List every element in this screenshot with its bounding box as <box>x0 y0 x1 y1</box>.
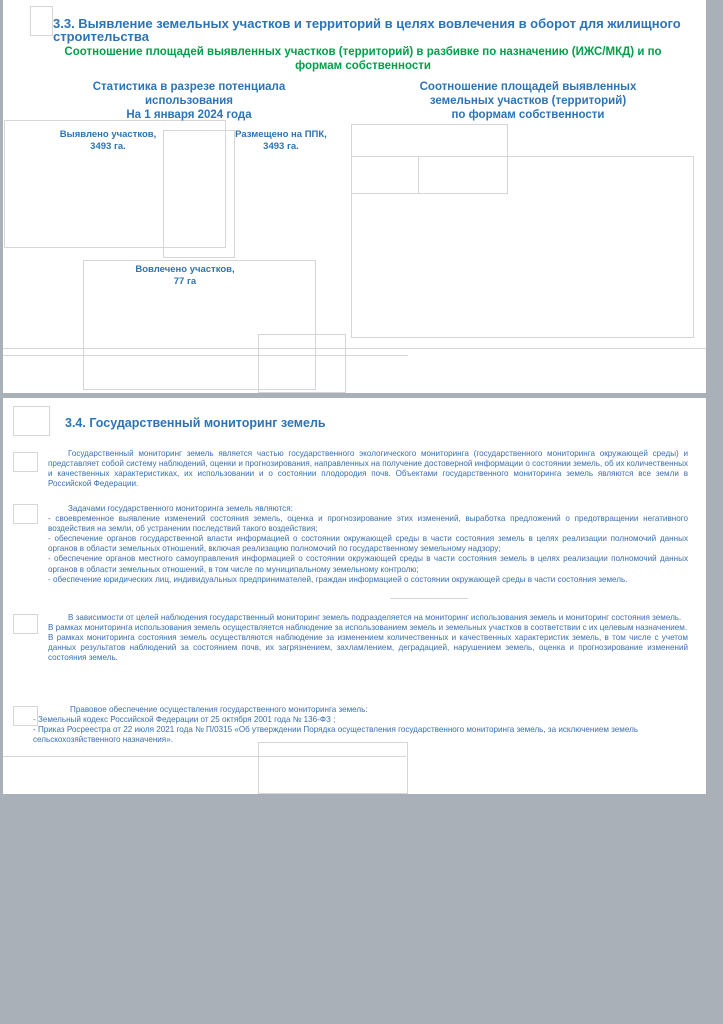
task-item: - обеспечение органов государственной власти информацией о состоянии окружающей среды в части состояния земель в целях реализации полномочий данных органов в области земельных отношений, включая реализацию полномочий по государственному земельному надзору; <box>48 534 688 554</box>
placeholder-frame <box>13 614 38 634</box>
stat-identified-label: Выявлено участков, <box>59 129 157 140</box>
task-item: - своевременное выявление изменений состояния земель, оценка и прогнозирование этих изменений, выработка предложений о предотвращении негативного воздействия на земли, об устранении последствий такого воздействия; <box>48 514 688 534</box>
section-subtitle-line2: формам собственности <box>295 60 431 72</box>
section-title: 3.3. Выявление земельных участков и территорий в целях вовлечения в оборот для жилищного строительства <box>53 16 681 44</box>
right-heading-line1: Соотношение площадей выявленных <box>419 81 637 93</box>
slide-3-3 <box>3 0 706 393</box>
section-subtitle-line1: Соотношение площадей выявленных участков (территорий) в разбивке по назначению (ИЖС/МКД) и по <box>64 46 662 58</box>
right-heading-line3: по формам собственности <box>451 109 605 121</box>
section-title: 3.4. Государственный мониторинг земель <box>65 416 326 430</box>
slide-3-4 <box>3 398 706 794</box>
stat-involved-label: Вовлечено участков, <box>135 264 235 275</box>
stat-identified-value: 3493 га. <box>90 141 126 152</box>
tasks-block <box>48 504 688 585</box>
divider <box>3 348 706 349</box>
placeholder-frame <box>351 156 419 194</box>
para-condition: В рамках мониторинга состояния земель осуществляются наблюдение за изменением количественных и качественных характеристик земель, в том числе с учетом данных результатов наблюдений за состоянием почв, их загрязнением, захламлением, деградацией, нарушением земель, оценка и прогнозирование изменений состояния земель. <box>48 633 688 663</box>
placeholder-frame <box>13 406 50 436</box>
types-block <box>48 613 688 663</box>
legal-item: - Приказ Росреестра от 22 июля 2021 года № П/0315 «Об утверждении Порядка осуществления государственного мониторинга земель, за исключением земель сельскохозяйственного назначения». <box>33 725 639 745</box>
left-heading-line1: Статистика в разрезе потенциала <box>92 81 286 93</box>
legal-item: - Земельный кодекс Российской Федерации от 25 октября 2001 года № 136-ФЗ ; <box>33 715 336 725</box>
left-heading-line3: На 1 января 2024 года <box>126 109 252 121</box>
divider <box>3 756 406 757</box>
placeholder-frame <box>258 334 346 393</box>
para-types: В зависимости от целей наблюдения государственный мониторинг земель подразделяется на мониторинг использования земель и мониторинг состояния земель. <box>68 613 682 622</box>
legal-block <box>33 705 688 745</box>
monitoring-paragraph <box>48 449 688 489</box>
tasks-intro: Задачами государственного мониторинга земель являются: <box>68 504 293 513</box>
stat-placed-label: Размещено на ППК, <box>235 129 327 140</box>
placeholder-frame <box>13 504 38 524</box>
task-item: - обеспечение органов местного самоуправления информацией о состоянии окружающей среды в части состояния земель в целях реализации полномочий данных органов в области земельных отношений, в том числе по муниципальному земельному контролю; <box>48 554 688 574</box>
placeholder-frame <box>30 6 53 36</box>
divider <box>3 355 408 356</box>
stat-involved-value: 77 га <box>173 276 197 287</box>
legal-intro: Правовое обеспечение осуществления государственного мониторинга земель: <box>70 705 368 714</box>
stat-placed-value: 3493 га. <box>263 141 299 152</box>
left-heading-line2: использования <box>144 95 234 107</box>
task-item: - обеспечение юридических лиц, индивидуальных предпринимателей, граждан информацией о состоянии окружающей среды в части состояния земель. <box>48 574 628 584</box>
para-usage: В рамках мониторинга использования земель осуществляется наблюдение за использованием земель и земельных участков в соответствии с их целевым назначением. <box>48 623 688 633</box>
placeholder-frame <box>258 742 408 794</box>
placeholder-frame <box>13 452 38 472</box>
divider <box>390 598 468 599</box>
para-definition: Государственный мониторинг земель является частью государственного экологического мониторинга (государственного мониторинга окружающей среды) и представляет собой систему наблюдений, оценки и прогнозирования, направленных на получение достоверной информации о состоянии земель, об их количественных и качественных характеристиках, их использовании и о состоянии плодородия почв. Объектами государственного мониторинга земель являются все земли в Российской Федерации. <box>48 449 688 489</box>
right-heading-line2: земельных участков (территорий) <box>429 95 627 107</box>
